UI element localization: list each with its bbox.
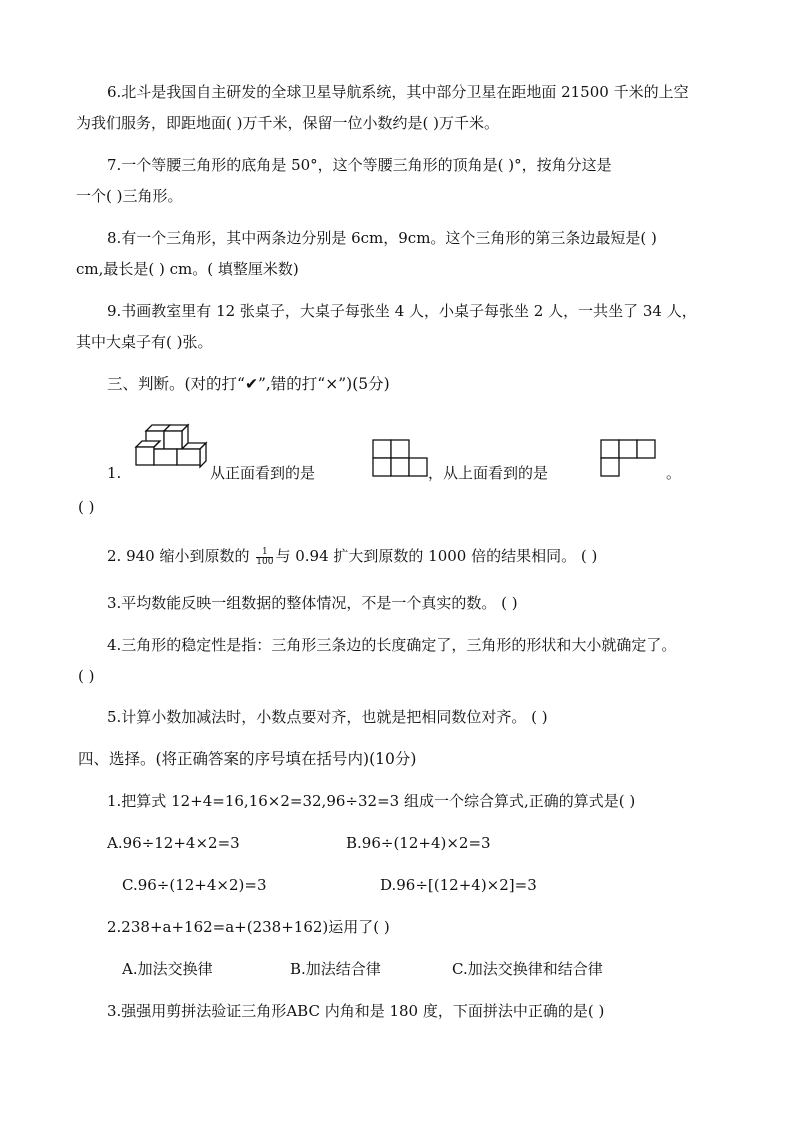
q6-line2: 为我们服务，即距地面( )万千米，保留一位小数约是( )万千米。 [76, 114, 499, 132]
s3-q1-top-text: ，从上面看到的是 [428, 464, 549, 482]
s4-q1-stem: 1.把算式 12+4=16,16×2=32,96÷32=3 组成一个综合算式,正确的算式是( ) [107, 792, 636, 810]
section4-title: 四、选择。(将正确答案的序号填在括号内)(10分) [78, 750, 417, 768]
s4-q1-option-b: B.96÷(12+4)×2=3 [346, 834, 491, 852]
q8-line1: 8.有一个三角形，其中两条边分别是 6cm，9cm。这个三角形的第三条边最短是( ) [107, 229, 657, 247]
q9-line1: 9.书画教室里有 12 张桌子，大桌子每张坐 4 人，小桌子每张坐 2 人，一共坐了 34 人， [107, 302, 697, 320]
s3-q1-end: 。 [666, 464, 682, 482]
s3-q3: 3.平均数能反映一组数据的整体情况，不是一个真实的数。 ( ) [107, 594, 518, 612]
s3-q4-line1: 4.三角形的稳定性是指：三角形三条边的长度确定了，三角形的形状和大小就确定了。 [107, 636, 677, 654]
s4-q2-stem: 2.238+a+162=a+(238+162)运用了( ) [107, 918, 390, 936]
s4-q2-option-a: A.加法交换律 [122, 960, 213, 978]
fraction-numerator: 1 [256, 548, 273, 558]
cube-stack-figure [132, 419, 212, 473]
s3-q2-post: 与 0.94 扩大到原数的 1000 倍的结果相同。 ( ) [275, 547, 598, 565]
s4-q1-option-d: D.96÷[(12+4)×2]=3 [380, 876, 537, 894]
q8-line2: cm,最长是( ) cm。( 填整厘米数) [76, 260, 299, 278]
section3-title: 三、判断。(对的打“✔”,错的打“×”)(5分) [107, 375, 390, 393]
s4-q1-option-c: C.96÷(12+4×2)=3 [122, 876, 267, 894]
s3-q2 [107, 546, 597, 567]
s4-q3-stem: 3.强强用剪拼法验证三角形ABC 内角和是 180 度，下面拼法中正确的是( ) [107, 1002, 605, 1020]
s3-q2-pre: 2. 940 缩小到原数的 [107, 547, 250, 565]
s4-q2-option-c: C.加法交换律和结合律 [452, 960, 603, 978]
s3-q5: 5.计算小数加减法时，小数点要对齐，也就是把相同数位对齐。 ( ) [107, 708, 548, 726]
fraction-denominator: 100 [256, 556, 274, 567]
s4-q2-option-b: B.加法结合律 [290, 960, 381, 978]
q9-line2: 其中大桌子有( )张。 [76, 333, 213, 351]
q6-line1: 6.北斗是我国自主研发的全球卫星导航系统，其中部分卫星在距地面 21500 千米的上空 [107, 83, 689, 101]
q7-line1: 7.一个等腰三角形的底角是 50°，这个等腰三角形的顶角是( )°，按角分这是 [107, 156, 612, 174]
front-view-figure [372, 439, 432, 477]
s4-q1-option-a: A.96÷12+4×2=3 [107, 834, 240, 852]
s3-q1-paren: ( ) [78, 498, 95, 516]
s3-q1-front-text: 从正面看到的是 [210, 464, 316, 482]
top-view-figure [600, 439, 660, 477]
s3-q4-line2: ( ) [78, 667, 95, 685]
q7-line2: 一个( )三角形。 [76, 187, 183, 205]
s3-q1-num: 1. [107, 464, 122, 482]
fraction [256, 548, 273, 567]
